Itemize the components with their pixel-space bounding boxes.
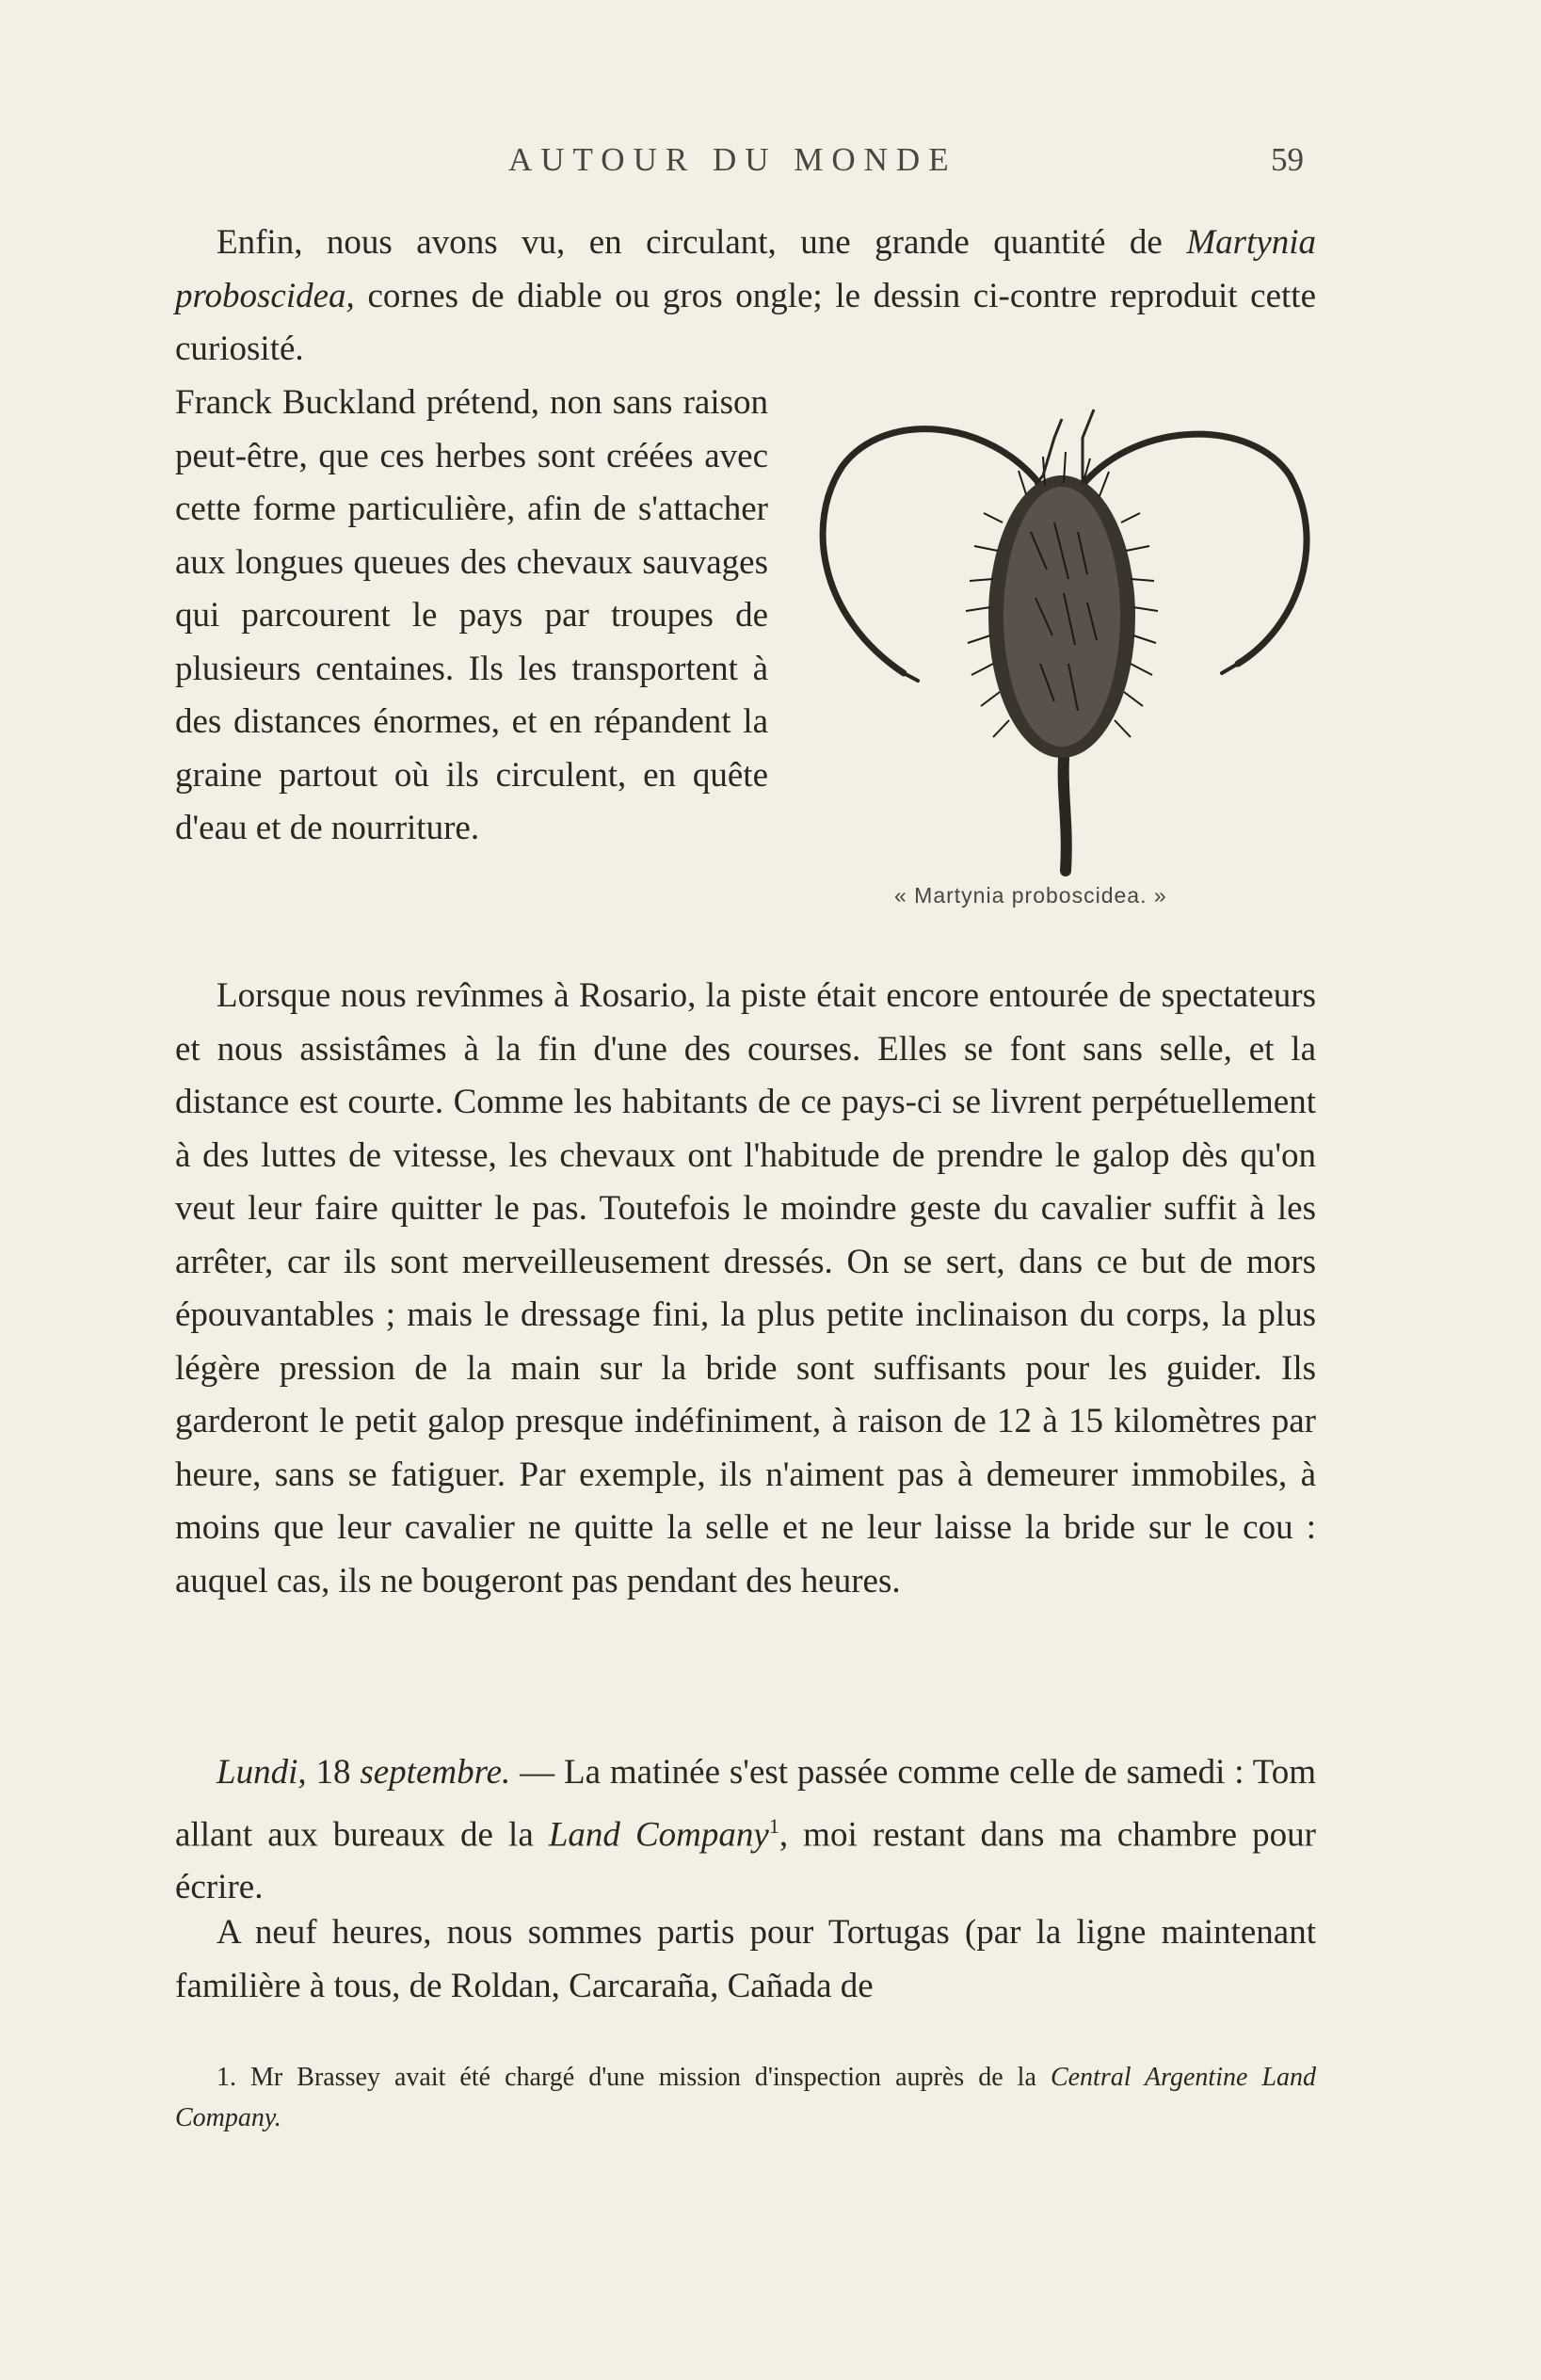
footnote-number: 1. [217,2063,236,2092]
paragraph-tortugas: A neuf heures, nous sommes partis pour Tortugas (par la ligne maintenant familière à tous, de Roldan, Carcaraña, Cañada de [175,1913,1316,2005]
paragraph-rosario: Lorsque nous revînmes à Rosario, la piste était encore entourée de spectateurs et nous assistâmes à la fin d'une des courses. Elles se font sans selle, et la distance est courte. Comme les habitants de ce pays-ci se livrent perpétuellement à des luttes de vitesse, les chevaux ont l'habitude de prendre le galop dès qu'on veut leur faire quitter le pas. Toutefois le moindre geste du cavalier suffit à les arrêter, car ils sont merveilleusement dressés. On se sert, dans ce but de mors épouvantables ; mais le dressage fini, la plus petite inclinaison du corps, la plus légère pression de la main sur la bride sont suffisants pour les guider. Ils garderont le petit galop presque indéfiniment, à raison de 12 à 15 kilomètres par heure, sans se fatiguer. Par exemple, ils n'aiment pas à demeurer immobiles, à moins que leur cavalier ne quitte la selle et ne leur laisse la bride sur le cou : auquel cas, ils ne bougeront pas pendant des heures. [175,976,1316,1600]
species-name: Martynia proboscidea, [175,223,1317,315]
footnote-reference[interactable]: 1 [768,1813,779,1838]
date-number: 18 [306,1753,361,1792]
paragraph-wrapped: Franck Buckland prétend, non sans raison peut-être, que ces herbes sont créées avec cette forme particulière, afin de s'attacher aux longues queues des chevaux sauvages qui parcourent le pays par troupes de plusieurs centaines. Ils les transportent à des distances énormes, et en répandent la graine partout où ils circulent, en quête d'eau et de nourriture. [175,383,768,847]
running-header: AUTOUR DU MONDE [508,141,957,178]
paragraph-lundi-text-a: — La matinée s'est passée comme celle de samedi : Tom allant aux bureaux de la [175,1753,1317,1854]
footnote-text: Mr Brassey avait été chargé d'une mission d'inspection auprès de la [236,2063,1051,2092]
company-name: Land Company [548,1814,769,1854]
day-label: Lundi, [217,1753,307,1792]
footnote-company: Central Argentine Land Company. [175,2063,1317,2132]
footnote [175,2057,1316,2138]
paragraph-intro-rest: cornes de diable ou gros ongle; le dessin ci-contre reproduit cette curiosité. [175,276,1316,368]
figure-caption: « Martynia proboscidea. » [894,883,1167,908]
paragraph-intro-lead: Enfin, nous avons vu, en circulant, une grande quantité de [217,223,1163,262]
page-number: 59 [1271,141,1304,178]
paragraph-intro [175,217,1316,377]
martynia-engraving [800,381,1327,890]
paragraph-lundi-text-b: , moi restant dans ma chambre pour écrire. [175,1814,1316,1907]
martynia-illustration [800,381,1327,890]
month-label: septembre. [360,1753,511,1792]
paragraph-lundi [175,1746,1316,1915]
